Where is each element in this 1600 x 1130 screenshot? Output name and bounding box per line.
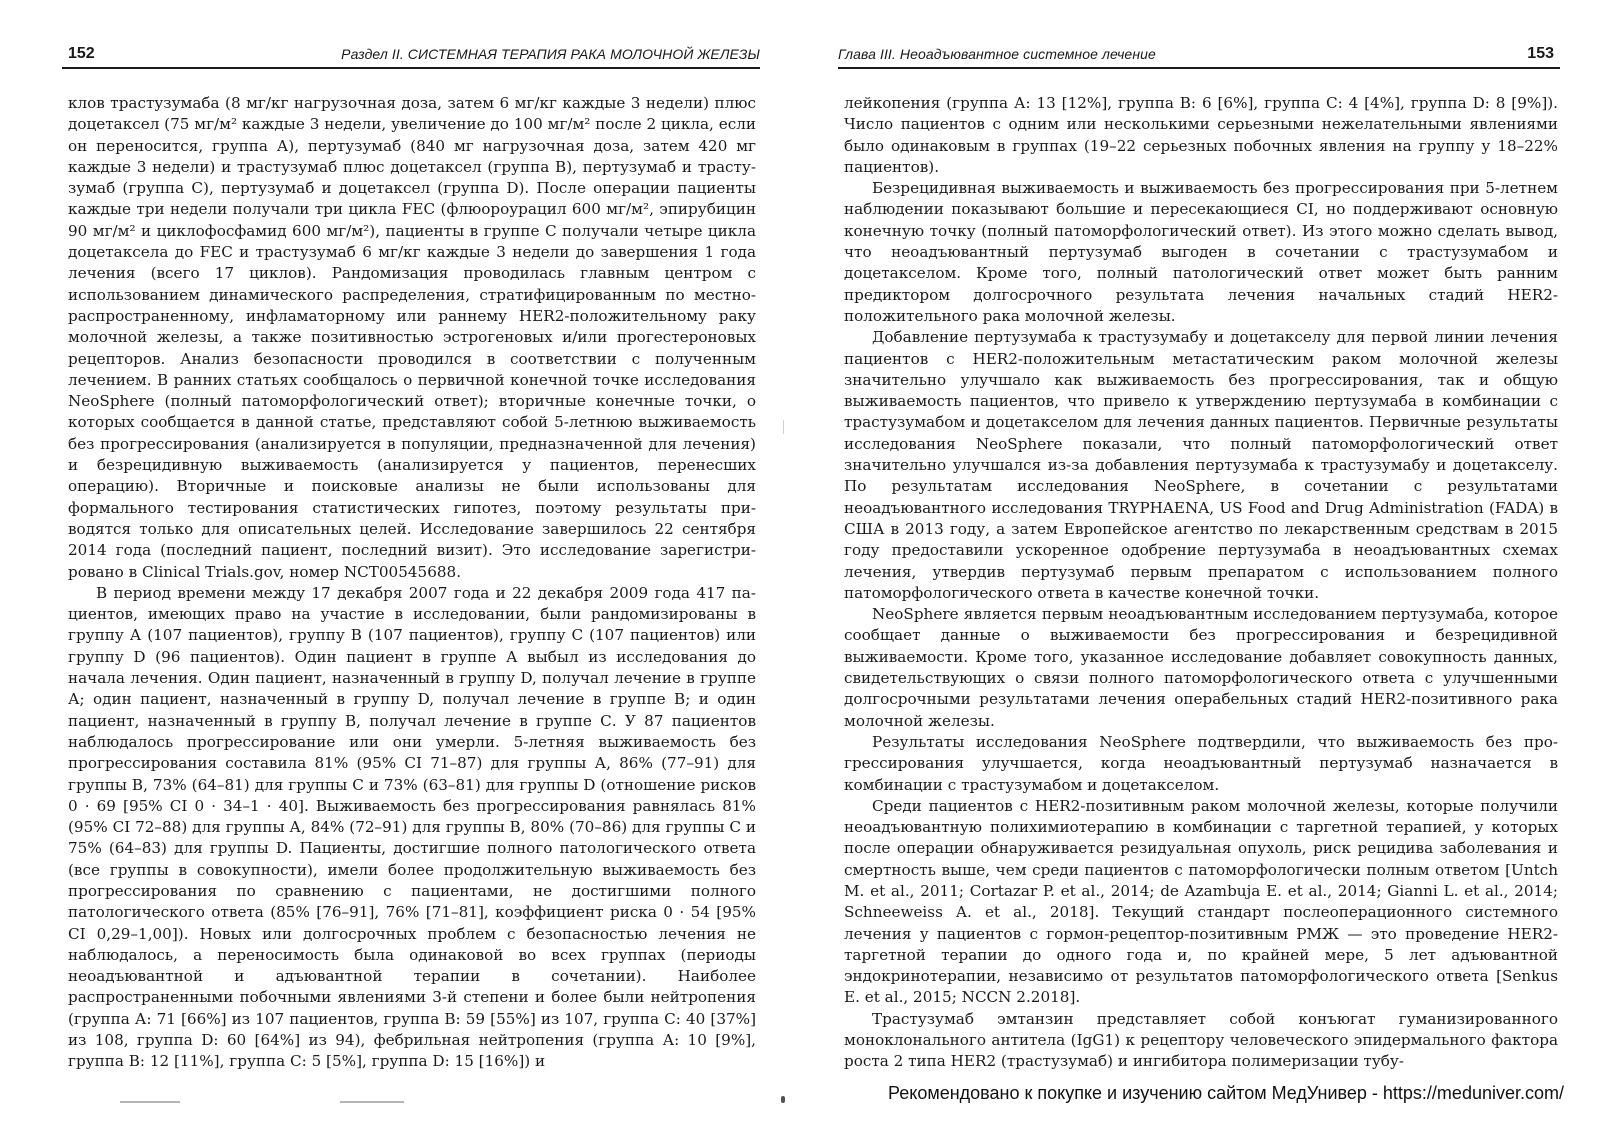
right-paragraph-2: Безрецидивная выживаемость и выживаемость без прогрессирования при 5-летнем наблюдении показывают большие и пересекающиеся CI, но поддерживают основную конечную точку (полный патоморфологический ответ). Из этого можно сделать вывод, что неоадъювантный пертузумаб выгоден в сочетании с трастузумабом и доцетакселом. Кроме того, полный патологический ответ может быть ранним предиктором долгосрочного результата лечения начальных стадий HER2-положительного рака молочной железы. <box>844 179 1558 325</box>
scan-artifact-dot <box>781 1096 785 1103</box>
right-paragraph-5: Результаты исследования NeoSphere подтвердили, что выживаемость без прогрессирования улучшается, когда неоадъювантный пертузумаб назначается в комбинации с трастузумабом и доцетакселом. <box>844 732 1558 794</box>
scan-artifact-line <box>340 1101 404 1103</box>
left-page <box>0 0 790 1130</box>
right-paragraph-7: Трастузумаб эмтанзин представляет собой конъюгат гуманизированного моноклонального антитела (IgG1) к рецептору человеческого эпидермального фактора роста 2 типа HER2 (трастузумаб) и ингибитора полимеризации тубу- <box>844 1009 1558 1071</box>
right-running-title: Глава III. Неоадъювантное системное лечение <box>838 46 1156 62</box>
gutter-mark <box>783 420 784 434</box>
left-page-number: 152 <box>68 45 95 62</box>
right-paragraph-6: Среди пациентов с HER2-позитивным раком молочной железы, которые получили неоадъювантную полихимиотерапию в комбинации с таргетной терапией, у которых после операции обнаруживается резидуальная опухоль, риск рецидива заболевания и смертность выше, чем среди пациентов с патоморфологически полным ответом [Untch M. et al., 2011; Cortazar P. et al., 2014; de Azambuja E. et al., 2014; Gianni L. et al., 2014; Schneeweiss A. et al., 2018]. Текущий стандарт послеоперационного системного лечения у пациентов с гормон-рецептор-позитивным РМЖ — это проведение HER2-таргетной терапии до одного года и, по крайней мере, 5 лет адъювантной эндокринотерапии, независимо от результатов патоморфологического ответа [Senkus E. et al., 2015; NCCN 2.2018]. <box>844 796 1558 1007</box>
left-paragraph-2: В период времени между 17 декабря 2007 года и 22 декабря 2009 года 417 пациентов, имеющих право на участие в исследовании, были рандомизированы в группу А (107 пациентов), группу В (107 пациентов), группу С (107 пациентов) или группу D (96 пациентов). Один пациент в группе А выбыл из исследования до начала лечения. Один пациент, назначенный в группу D, получал лечение в группе А; один пациент, назначенный в группу D, получал лечение в группе В; и один пациент, назначенный в группу В, получал лечение в группе С. У 87 пациентов наблюдалось прогрессирование или они умерли. 5-летняя выживаемость без прогрессирования составила 81% (95% CI 71–87) для группы А, 86% (77–91) для группы В, 73% (64–81) для группы С и 73% (63–81) для группы D (отношение рисков 0 · 69 [95% CI 0 · 34–1 · 40]. Выживаемость без прогрессирования равнялась 81% (95% CI 72–88) для группы А, 84% (72–91) для группы В, 80% (70–86) для группы С и 75% (64–83) для группы D. Пациенты, достигшие полного патологического ответа (все группы в совокупности), имели более продолжительную выживаемость без прогрессирования по сравнению с пациентами, не достигшими полного патологического ответа (85% [76–91], 76% [71–81], коэффициент риска 0 · 54 [95% CI 0,29–1,00]). Новых или долгосрочных проблем с безопасностью лечения не наблюдалось, а переносимость была одинаковой во всех группах (периоды неоадъювантной и адъювантной терапии в сочетании). Наиболее распространенными побочными явлениями 3-й степени и более были нейтропения (группа А: 71 [66%] из 107 пациентов, группа В: 59 [55%] из 107, группа С: 40 [37%] из 108, группа D: 60 [64%] из 94), фебрильная нейтропения (группа А: 10 [9%], группа В: 12 [11%], группа С: 5 [5%], группа D: 15 [16%]) и <box>68 583 756 1071</box>
right-page <box>800 0 1600 1130</box>
left-page-header <box>62 45 760 69</box>
right-page-header <box>838 45 1560 69</box>
right-body-text <box>844 93 1558 1073</box>
right-paragraph-3: Добавление пертузумаба к трастузумабу и доцетакселу для первой линии лечения пациентов с HER2-положительным метастатическим раком молочной железы значительно улучшало как выживаемость без прогрессирования, так и общую выживаемость пациентов, что привело к утверждению пертузумаба в комбинации с трастузумабом и доцетакселом для лечения данных пациентов. Первичные результаты исследования NeoSphere показали, что полный патоморфологический ответ значительно улучшался из-за добавления пертузумаба к трастузумабу и доцетакселу. По результатам исследования NeoSphere, в сочетании с результатами неоадъювантного исследования TRYPHAENA, US Food and Drug Administration (FADA) в США в 2013 году, а затем Европейское агентство по лекарственным средствам в 2015 году предоставили ускоренное одобрение пертузумаба в неоадъювантных схемах лечения, утвердив пертузумаб первым препаратом с использованием полного патоморфологического ответа в качестве конечной точки. <box>844 328 1558 602</box>
scan-artifact-line <box>120 1101 180 1103</box>
left-running-title: Раздел II. СИСТЕМНАЯ ТЕРАПИЯ РАКА МОЛОЧНОЙ ЖЕЛЕЗЫ <box>341 46 760 62</box>
left-body-text <box>68 93 756 1073</box>
footer-watermark-note: Рекомендовано к покупке и изучению сайтом МедУнивер - https://meduniver.com/ <box>888 1083 1564 1103</box>
right-paragraph-4: NeoSphere является первым неоадъювантным исследованием пертузумаба, которое сообщает данные о выживаемости без прогрессирования и безрецидивной выживаемости. Кроме того, указанное исследование добавляет совокупность данных, свидетельствующих о связи полного патоморфологического ответа с улучшенными долгосрочными результатами лечения операбельных стадий HER2-позитивного рака молочной железы. <box>844 605 1558 730</box>
right-page-number: 153 <box>1527 45 1554 62</box>
right-paragraph-1: лейкопения (группа А: 13 [12%], группа В: 6 [6%], группа С: 4 [4%], группа D: 8 [9%]). Число пациентов с одним или несколькими серьезными нежелательными явлениями было одинаковым в группах (19–22 серьезных побочных явления на группу у 18–22% пациентов). <box>844 94 1558 176</box>
left-paragraph-1: клов трастузумаба (8 мг/кг нагрузочная доза, затем 6 мг/кг каждые 3 недели) плюс доцетаксел (75 мг/м² каждые 3 недели, увеличение до 100 мг/м² после 2 цикла, если он переносится, группа А), пертузумаб (840 мг нагрузочная доза, затем 420 мг каждые 3 недели) и трастузумаб плюс доцетаксел (группа В), пертузумаб и трастузумаб (группа С), пертузумаб и доцетаксел (группа D). После операции пациенты каждые три недели получали три цикла FEC (флюороурацил 600 мг/м², эпирубицин 90 мг/м² и циклофосфамид 600 мг/м²), пациенты в группе С получали четыре цикла доцетаксела до FEC и трастузумаб 6 мг/кг каждые 3 недели до завершения 1 года лечения (всего 17 циклов). Рандомизация проводилась главным центром с использованием динамического распределения, стратифицированным по местно-распространенному, инфламаторному или раннему HER2-положительному раку молочной железы, а также позитивностью эстрогеновых и/или прогестероновых рецепторов. Анализ безопасности проводился в соответствии с полученным лечением. В ранних статьях сообщалось о первичной конечной точке исследования NeoSphere (полный патоморфологический ответ); вторичные конечные точки, о которых сообщается в данной статье, представляют собой 5-летнюю выживаемость без прогрессирования (анализируется в популяции, предназначенной для лечения) и безрецидивную выживаемость (анализируется у пациентов, перенесших операцию). Вторичные и поисковые анализы не были использованы для формального тестирования статистических гипотез, поэтому результаты приводятся только для описательных целей. Исследование завершилось 22 сентября 2014 года (последний пациент, последний визит). Это исследование зарегистрировано в Clinical Trials.gov, номер NCT00545688. <box>68 94 756 581</box>
